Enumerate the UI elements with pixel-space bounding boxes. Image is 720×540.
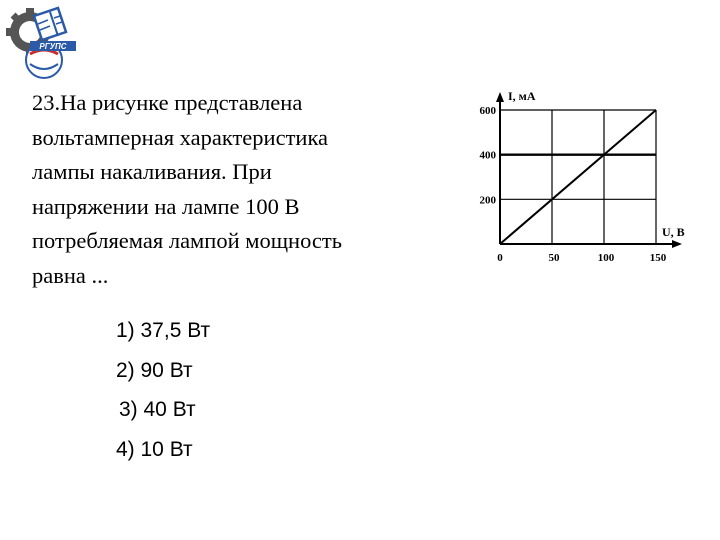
question-line: 23.На рисунке представлена xyxy=(32,90,303,115)
answer-option[interactable]: 1) 37,5 Вт xyxy=(116,319,211,342)
university-logo xyxy=(4,2,84,82)
x-tick-label: 150 xyxy=(649,252,667,264)
answer-option[interactable]: 2) 90 Вт xyxy=(116,358,193,382)
question-line: лампы накаливания. При xyxy=(32,159,272,184)
answer-options xyxy=(116,311,210,470)
logo-text: РГУПС xyxy=(39,42,67,51)
answer-option[interactable]: 4) 10 Вт xyxy=(116,438,193,462)
x-tick-label: 50 xyxy=(548,252,560,264)
x-tick-label: 100 xyxy=(597,252,615,264)
y-tick-label: 600 xyxy=(479,105,496,117)
x-tick-label: 0 xyxy=(497,252,503,264)
iv-line xyxy=(500,110,656,244)
x-axis-label: U, В xyxy=(662,225,685,239)
y-axis-arrow xyxy=(496,92,504,102)
y-tick-label: 200 xyxy=(479,194,496,207)
answer-option[interactable]: 3) 40 Вт xyxy=(119,398,196,422)
question-line: вольтамперная характеристика xyxy=(32,124,329,150)
iv-chart xyxy=(462,80,702,270)
question-line: напряжении на лампе 100 В xyxy=(32,193,300,219)
question-line: равна ... xyxy=(32,262,109,288)
question-text xyxy=(32,86,442,293)
y-tick-label: 400 xyxy=(479,149,496,162)
y-axis-label: I, мА xyxy=(508,89,536,103)
question-line: потребляемая лампой мощность xyxy=(32,228,342,253)
x-axis-arrow xyxy=(672,240,682,248)
